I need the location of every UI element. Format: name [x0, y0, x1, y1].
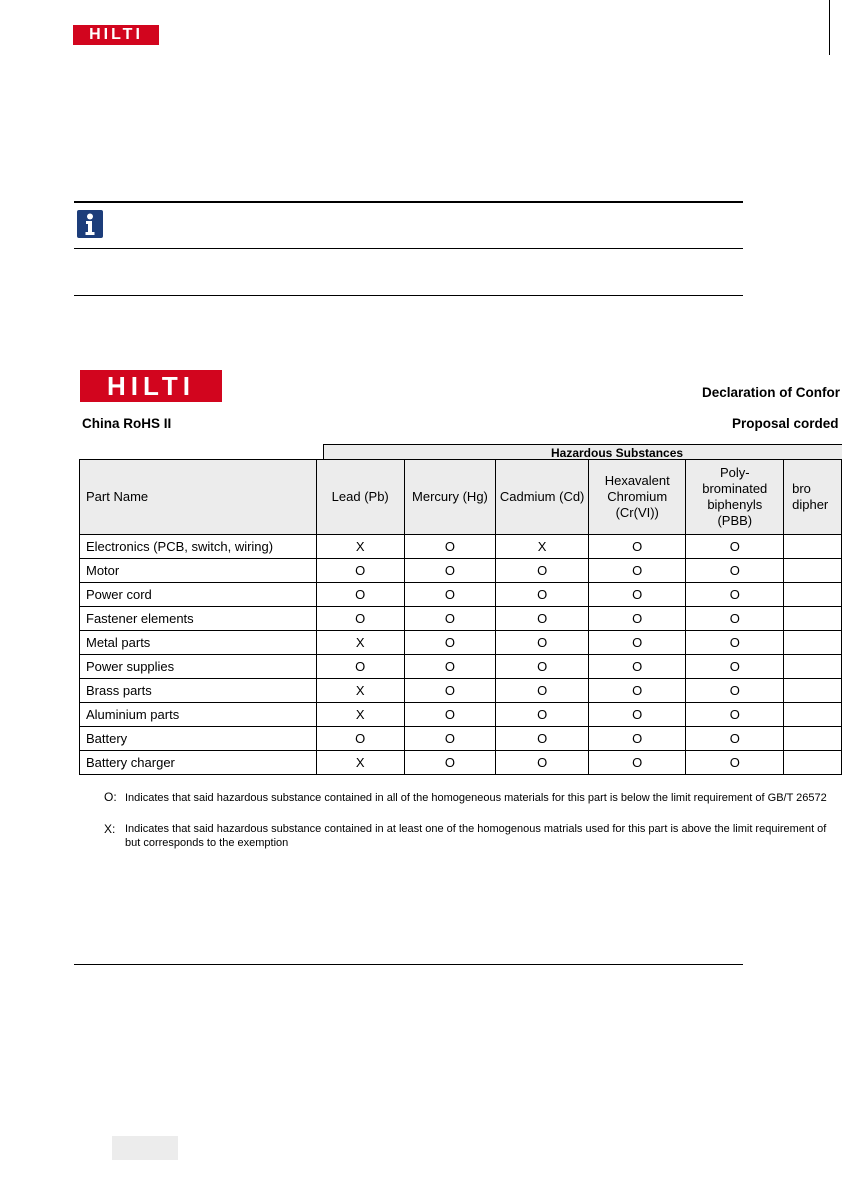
cut-off-cell: [784, 535, 842, 559]
table-header-row: [80, 460, 842, 535]
substance-cell: O: [589, 559, 686, 583]
substance-cell: O: [589, 631, 686, 655]
substance-cell: O: [589, 679, 686, 703]
substance-cell: O: [589, 703, 686, 727]
column-header: Hexavalent Chromium (Cr(VI)): [589, 460, 686, 535]
substance-cell: O: [496, 679, 589, 703]
hilti-logo: HILTI: [73, 25, 159, 45]
page-number-box: [112, 1136, 178, 1160]
substance-cell: O: [589, 727, 686, 751]
cut-off-cell: [784, 727, 842, 751]
substance-cell: O: [316, 727, 404, 751]
substance-cell: O: [496, 607, 589, 631]
part-name-cell: Metal parts: [80, 631, 317, 655]
substance-cell: O: [496, 631, 589, 655]
rohs-table: [79, 459, 842, 775]
substance-cell: O: [404, 751, 496, 775]
cut-off-cell: [784, 703, 842, 727]
substance-cell: O: [404, 679, 496, 703]
substance-cell: O: [686, 655, 784, 679]
substance-cell: O: [404, 631, 496, 655]
proposal-label: Proposal corded: [732, 416, 839, 431]
footer-rule: [74, 964, 743, 965]
column-header: bro dipher: [784, 460, 842, 535]
cut-off-cell: [784, 559, 842, 583]
substance-cell: O: [496, 703, 589, 727]
substance-cell: X: [316, 751, 404, 775]
substance-cell: O: [589, 583, 686, 607]
substance-cell: O: [686, 751, 784, 775]
substance-cell: O: [404, 583, 496, 607]
substance-cell: O: [496, 727, 589, 751]
substance-cell: X: [316, 535, 404, 559]
legend-o-key: O:: [104, 790, 117, 804]
substance-cell: O: [496, 655, 589, 679]
part-name-cell: Power cord: [80, 583, 317, 607]
cut-off-cell: [784, 631, 842, 655]
part-name-cell: Motor: [80, 559, 317, 583]
substance-cell: O: [589, 535, 686, 559]
substance-cell: O: [496, 751, 589, 775]
substance-cell: O: [589, 751, 686, 775]
substance-cell: O: [404, 535, 496, 559]
part-name-cell: Aluminium parts: [80, 703, 317, 727]
legend-o-text: Indicates that said hazardous substance contained in all of the homogeneous materials for this part is below the limit requirement of GB/T 26572: [125, 792, 827, 804]
cut-off-cell: [784, 655, 842, 679]
table-row: [80, 703, 842, 727]
cut-off-cell: [784, 583, 842, 607]
table-row: [80, 559, 842, 583]
substance-cell: O: [316, 607, 404, 631]
rohs-label: China RoHS II: [82, 416, 172, 431]
substance-cell: X: [316, 679, 404, 703]
substance-cell: O: [686, 631, 784, 655]
hazardous-substances-header: Hazardous Substances: [323, 444, 842, 460]
table-row: [80, 751, 842, 775]
legend-x-text: Indicates that said hazardous substance contained in at least one of the homogenous matrials used for this part is above the limit requirement of: [125, 823, 827, 835]
part-name-cell: Fastener elements: [80, 607, 317, 631]
substance-cell: O: [686, 535, 784, 559]
substance-cell: O: [686, 703, 784, 727]
table-row: [80, 535, 842, 559]
declaration-title: Declaration of Confor: [702, 385, 841, 400]
substance-cell: O: [404, 727, 496, 751]
table-row: [80, 655, 842, 679]
legend-x-text-continued: but corresponds to the exemption: [125, 837, 289, 849]
table-row: [80, 679, 842, 703]
substance-cell: O: [686, 559, 784, 583]
column-header: Part Name: [80, 460, 317, 535]
substance-cell: O: [686, 727, 784, 751]
substance-cell: O: [589, 655, 686, 679]
substance-cell: O: [316, 559, 404, 583]
substance-cell: X: [316, 631, 404, 655]
substance-cell: O: [496, 583, 589, 607]
substance-cell: X: [316, 703, 404, 727]
substance-cell: O: [404, 607, 496, 631]
substance-cell: O: [316, 583, 404, 607]
substance-cell: O: [589, 607, 686, 631]
column-header: Cadmium (Cd): [496, 460, 589, 535]
substance-cell: O: [686, 607, 784, 631]
declaration-hilti-logo: HILTI: [80, 370, 222, 402]
table-row: [80, 583, 842, 607]
substance-cell: O: [404, 655, 496, 679]
cut-off-cell: [784, 679, 842, 703]
column-header: Lead (Pb): [316, 460, 404, 535]
cut-off-cell: [784, 607, 842, 631]
table-row: [80, 607, 842, 631]
part-name-cell: Electronics (PCB, switch, wiring): [80, 535, 317, 559]
column-header: Mercury (Hg): [404, 460, 496, 535]
part-name-cell: Battery: [80, 727, 317, 751]
substance-cell: O: [316, 655, 404, 679]
substance-cell: O: [686, 583, 784, 607]
part-name-cell: Battery charger: [80, 751, 317, 775]
legend-x-key: X:: [104, 822, 116, 836]
substance-cell: X: [496, 535, 589, 559]
column-header: Poly-brominated biphenyls (PBB): [686, 460, 784, 535]
substance-cell: O: [496, 559, 589, 583]
substance-cell: O: [404, 559, 496, 583]
part-name-cell: Brass parts: [80, 679, 317, 703]
table-row: [80, 631, 842, 655]
substance-cell: O: [404, 703, 496, 727]
substance-cell: O: [686, 679, 784, 703]
part-name-cell: Power supplies: [80, 655, 317, 679]
cut-off-cell: [784, 751, 842, 775]
table-row: [80, 727, 842, 751]
